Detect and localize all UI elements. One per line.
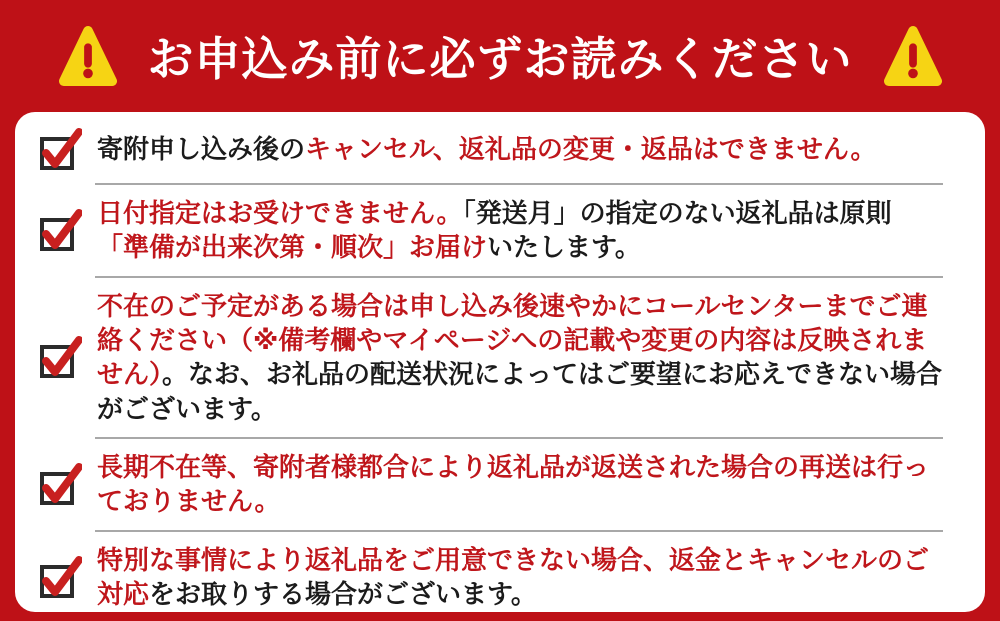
checked-checkbox-icon <box>38 334 82 380</box>
warning-triangle-icon <box>58 21 118 91</box>
checked-checkbox-icon <box>38 461 82 507</box>
checked-checkbox-icon <box>38 126 82 172</box>
notice-text-segment: 「準備が出来次第・順次」お届け <box>97 232 488 263</box>
banner-header <box>0 0 1000 112</box>
notice-text-segment: をお取りする場合がございます。 <box>149 578 537 609</box>
notice-text-segment: 日付指定はお受けできません。 <box>97 198 463 228</box>
notice-text <box>97 543 943 612</box>
notice-text <box>97 450 943 519</box>
checked-checkbox-icon <box>38 207 82 253</box>
notice-text <box>97 196 943 265</box>
notice-text-segment: 「発送月」の指定のない返礼品は原則 <box>462 198 892 228</box>
notice-text <box>97 289 943 426</box>
notice-text-segment: キャンセル、返礼品の変更・返品はできません。 <box>305 133 877 164</box>
notice-item <box>15 438 985 531</box>
notice-text-segment: 長期不在等、寄附者様都合により返礼品が返送された場合の再送は行っておりません。 <box>97 451 930 517</box>
notice-list <box>15 114 985 612</box>
notice-item <box>15 184 985 277</box>
notice-text-segment: いたします。 <box>487 232 641 263</box>
checked-checkbox-icon <box>38 554 82 600</box>
notice-item <box>15 531 985 613</box>
notice-text-segment: 。なお、お礼品の配送状況によってはご要望にお応えできない場合がございます。 <box>97 359 943 424</box>
notice-text-segment: 不在のご予定がある場合は申し込み後速やかにコールセンターまでご連絡ください（※備考欄やマイページへの記載や変更の内容は反映されません） <box>97 290 928 390</box>
warning-triangle-icon <box>883 21 943 91</box>
notice-item <box>15 114 985 184</box>
notice-panel <box>15 112 985 612</box>
banner-title: お申込み前に必ずお読みください <box>147 33 853 85</box>
notice-text <box>97 132 877 166</box>
notice-item <box>15 277 985 438</box>
notice-text-segment: 寄附申し込み後の <box>97 133 306 164</box>
notice-text-segment: 特別な事情により返礼品をご用意できない場合、返金とキャンセルのご対応 <box>97 544 930 609</box>
